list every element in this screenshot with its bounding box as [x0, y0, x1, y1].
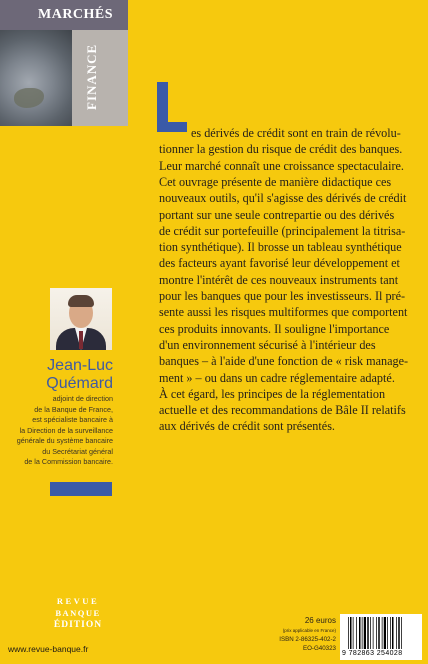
bio-line: de la Commission bancaire. [24, 457, 113, 466]
barcode-bar [370, 617, 371, 649]
photo-tie [79, 331, 83, 349]
bio-line: est spécialiste bancaire à [32, 415, 113, 424]
globe-image [0, 30, 72, 126]
collection-label: MARCHÉS [38, 7, 114, 22]
bio-line: générale du système bancaire [16, 436, 113, 445]
barcode-bar [353, 617, 354, 649]
collection-side-label: FINANCE [84, 43, 99, 110]
description-line: pour les banques que pour les investisseurs. Il pré- [159, 289, 406, 303]
description-line: aux dérivés de crédit sont présentés. [159, 419, 335, 434]
isbn: ISBN 2-86325-402-2 [279, 636, 336, 643]
description-line: banques – à l'aide d'une fonction de « risk manage- [159, 354, 409, 369]
description-line: ment » – ou dans un cadre réglementaire adapté. [159, 370, 395, 385]
description-line: nouveaux outils, qu'il s'agisse des dérivés de crédit [159, 191, 407, 206]
barcode-bar [348, 617, 349, 649]
barcode-digits: 9 782863 254028 [342, 650, 403, 657]
publisher-line-2: BANQUE [55, 608, 101, 618]
decorative-blue-bar [50, 482, 112, 496]
barcode-bar [364, 617, 366, 649]
description-line: Cet ouvrage présente de manière didactique ces [159, 174, 392, 189]
book-description [159, 125, 407, 435]
description-line: sente aussi les risques multiformes que comportent [159, 305, 408, 320]
bio-line: de la Banque de France, [34, 404, 113, 414]
collection-top-band [0, 0, 128, 30]
price-note: (prix applicable en France) [282, 628, 336, 633]
barcode-bar [396, 617, 397, 649]
publisher-line-3: ÉDITION [53, 620, 103, 630]
bio-line: adjoint de direction [52, 394, 113, 403]
description-line: es dérivés de crédit sont en train de révolu- [191, 126, 401, 140]
barcode-bar [367, 617, 369, 649]
publisher-website: www.revue-banque.fr [8, 644, 89, 654]
photo-hair [68, 295, 94, 307]
barcode-bar [382, 617, 383, 649]
product-code: EO-G40323 [302, 645, 336, 652]
author-photo [50, 288, 112, 350]
description-line: portant sur une seule contrepartie ou des dérivés [159, 207, 395, 222]
barcode-bar [398, 617, 400, 649]
description-line: Leur marché connaît une croissance spectaculaire. [159, 158, 404, 173]
barcode-bar [401, 617, 402, 649]
barcode [340, 614, 422, 660]
price: 26 euros [304, 616, 336, 625]
bio-line: la Direction de la surveillance [19, 425, 113, 435]
barcode-bar [359, 617, 361, 649]
barcode-bar [384, 617, 386, 649]
description-line: actuelle et des recommandations de Bâle II relatifs [159, 403, 406, 418]
collection-banner [0, 0, 128, 126]
author-first-name: Jean-Luc [47, 357, 113, 374]
description-line: tionner la gestion du risque de crédit des banques. [159, 142, 403, 157]
barcode-bar [350, 617, 352, 649]
description-line: des facteurs ayant favorisé leur développement et [159, 256, 400, 271]
description-line: À cet égard, les principes de la réglementation [159, 386, 386, 401]
barcode-bar [376, 617, 377, 649]
bio-line: du Secrétariat général [42, 446, 113, 456]
barcode-bar [387, 617, 388, 649]
barcode-bar [373, 617, 374, 649]
globe-land-shape [14, 88, 44, 108]
author-last-name: Quémard [46, 375, 113, 392]
barcode-bars [348, 617, 418, 649]
barcode-bar [378, 617, 380, 649]
barcode-bar [392, 617, 394, 649]
barcode-bar [390, 617, 391, 649]
description-line: montre l'intérêt de ces nouveaux instruments tant [159, 272, 399, 287]
collection-side-band [72, 30, 128, 126]
barcode-bar [362, 617, 363, 649]
description-line: ces produits innovants. Il souligne l'importance [159, 321, 390, 336]
description-line: d'un environnement sécurisé à l'intérieur des [159, 337, 376, 352]
description-line: de crédit sur portefeuille (principalement la titrisa- [159, 223, 406, 238]
description-line: tion synthétique). Il brosse un tableau synthétique [159, 240, 402, 255]
publisher-line-1: REVUE [56, 596, 100, 606]
barcode-bar [356, 617, 357, 649]
